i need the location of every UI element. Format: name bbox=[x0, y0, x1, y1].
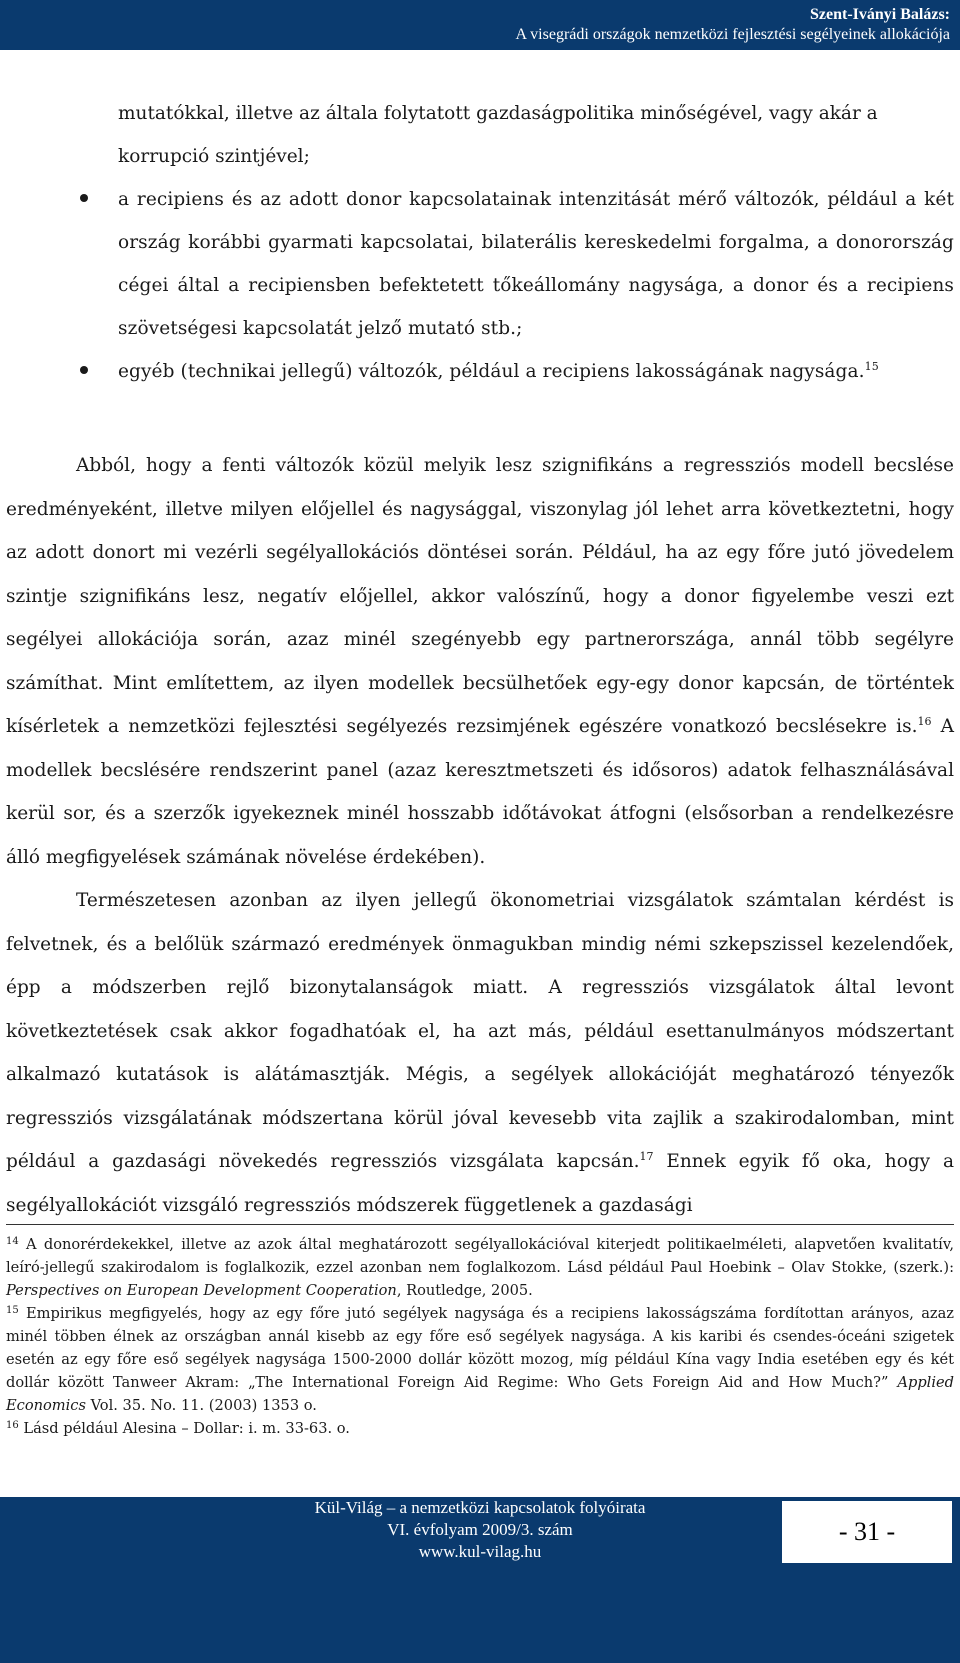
footnote-italic: Applied Economics bbox=[6, 1374, 954, 1414]
footnote-14 bbox=[6, 1233, 954, 1302]
journal-url[interactable]: www.kul-vilag.hu bbox=[418, 1542, 542, 1561]
paragraph-text: A modellek becslésére rendszerint panel (azaz keresztmetszeti és idősoros) adatok felhasználásával kerül sor, és a szerzők igyekeznek minél hosszabb időtávokat átfogni (elsősorban a rendelkezésre álló megfigyelések számának növelése érdekében). bbox=[6, 716, 954, 868]
footnote-ref-15[interactable]: 15 bbox=[864, 360, 879, 373]
bullet-dot-icon bbox=[80, 194, 88, 202]
bullet-dot-icon bbox=[80, 366, 88, 374]
paragraph-text: Ennek egyik fő oka, hogy a segélyallokációt vizsgáló regressziós módszerek függetlenek a gazdasági bbox=[6, 1151, 954, 1216]
journal-issue: VI. évfolyam 2009/3. szám bbox=[387, 1520, 573, 1539]
body-text bbox=[6, 444, 954, 1227]
bullet-list bbox=[0, 92, 960, 393]
footnote-number: 14 bbox=[6, 1236, 19, 1247]
bullet-text: egyéb (technikai jellegű) változók, például a recipiens lakosságának nagysága. bbox=[118, 361, 865, 382]
footnotes bbox=[6, 1233, 954, 1440]
footnote-divider bbox=[6, 1224, 954, 1225]
footnote-italic: Perspectives on European Development Cooperation bbox=[6, 1282, 397, 1299]
footnote-number: 15 bbox=[6, 1305, 19, 1316]
paragraph-text: Abból, hogy a fenti változók közül melyik lesz szignifikáns a regressziós modell becslése eredményeként, illetve milyen előjellel és nagysággal, viszonylag jól lehet arra következtetni, hogy az adott donort mi vezérli segélyallokációs döntései során. Például, ha az egy főre jutó jövedelem szintje szignifikáns lesz, negatív előjellel, akkor valószínű, hogy a donor figyelembe veszi ezt segélyei allokációja során, azaz minél szegényebb egy partnerországa, annál több segélyre számíthat. Mint említettem, az ilyen modellek becsülhetőek egy-egy donor kapcsán, de történtek kísérletek a nemzetközi fejlesztési segélyezés rezsimjének egészére vonatkozó becslésekre is. bbox=[6, 455, 954, 737]
paragraph bbox=[6, 879, 954, 1227]
page-number: - 31 - bbox=[782, 1501, 952, 1563]
footnote-text: Lásd például Alesina – Dollar: i. m. 33-63. o. bbox=[18, 1420, 350, 1437]
footnote-text: Empirikus megfigyelés, hogy az egy főre jutó segélyek nagysága és a recipiens lakosságszáma fordítottan arányos, azaz minél többen élnek az országban annál kisebb az egy főre eső segélyek nagysága. A kis karibi és csendes-óceáni szigetek esetén az egy főre eső segélyek nagysága 1500-2000 dollár között mozog, míg például Kína vagy India esetében egy és két dollár között Tanweer Akram: „The International Foreign Aid Regime: Who Gets Foreign Aid and How Much?” bbox=[6, 1305, 954, 1391]
footnote-number: 16 bbox=[6, 1420, 19, 1431]
running-header bbox=[0, 0, 960, 50]
footnote-text: , Routledge, 2005. bbox=[396, 1282, 533, 1299]
header-author: Szent-Iványi Balázs: bbox=[810, 6, 950, 23]
footnote-ref-17[interactable]: 17 bbox=[639, 1150, 654, 1163]
paragraph-text: Természetesen azonban az ilyen jellegű ökonometriai vizsgálatok számtalan kérdést is felvetnek, és a belőlük származó eredmények önmagukban mindig némi szkepszissel kezelendőek, épp a módszerben rejlő bizonytalanságok miatt. A regressziós vizsgálatok által levont következtetések csak akkor fogadhatóak el, ha azt más, például esettanulmányos módszertant alkalmazó kutatások is alátámasztják. Mégis, a segélyek allokációját meghatározó tényezők regressziós vizsgálatának módszertana körül jóval kevesebb vita zajlik a szakirodalomban, mint például a gazdasági növekedés regressziós vizsgálata kapcsán. bbox=[6, 890, 954, 1172]
footnote-ref-16[interactable]: 16 bbox=[917, 715, 932, 728]
header-title: A visegrádi országok nemzetközi fejlesztési segélyeinek allokációja bbox=[515, 26, 950, 43]
footnote-16 bbox=[6, 1417, 954, 1440]
bullet-item bbox=[0, 178, 960, 350]
bullet-item bbox=[0, 350, 960, 393]
footnote-text: A donorérdekekkel, illetve az azok által meghatározott segélyallokációval kiterjedt politikaelméleti, alapvetően kvalitatív, leíró-jellegű szakirodalom is foglalkozik, ezzel azonban nem foglalkozom. Lásd például Paul Hoebink – Olav Stokke, (szerk.): bbox=[6, 1236, 954, 1276]
bullet-text: a recipiens és az adott donor kapcsolatainak intenzitását mérő változók, például a két ország korábbi gyarmati kapcsolatai, bilaterális kereskedelmi forgalma, a donorország cégei által a recipiensben befektetett tőkeállomány nagysága, a donor és a recipiens szövetségesi kapcsolatát jelző mutató stb.; bbox=[118, 189, 954, 339]
footnote-15 bbox=[6, 1302, 954, 1417]
paragraph bbox=[6, 444, 954, 879]
page-footer bbox=[0, 1497, 960, 1663]
bullet-continuation: mutatókkal, illetve az általa folytatott gazdaságpolitika minőségével, vagy akár a korrupció szintjével; bbox=[118, 103, 878, 167]
journal-title: Kül-Világ – a nemzetközi kapcsolatok folyóirata bbox=[314, 1498, 646, 1517]
footnote-text: Vol. 35. No. 11. (2003) 1353 o. bbox=[85, 1397, 317, 1414]
